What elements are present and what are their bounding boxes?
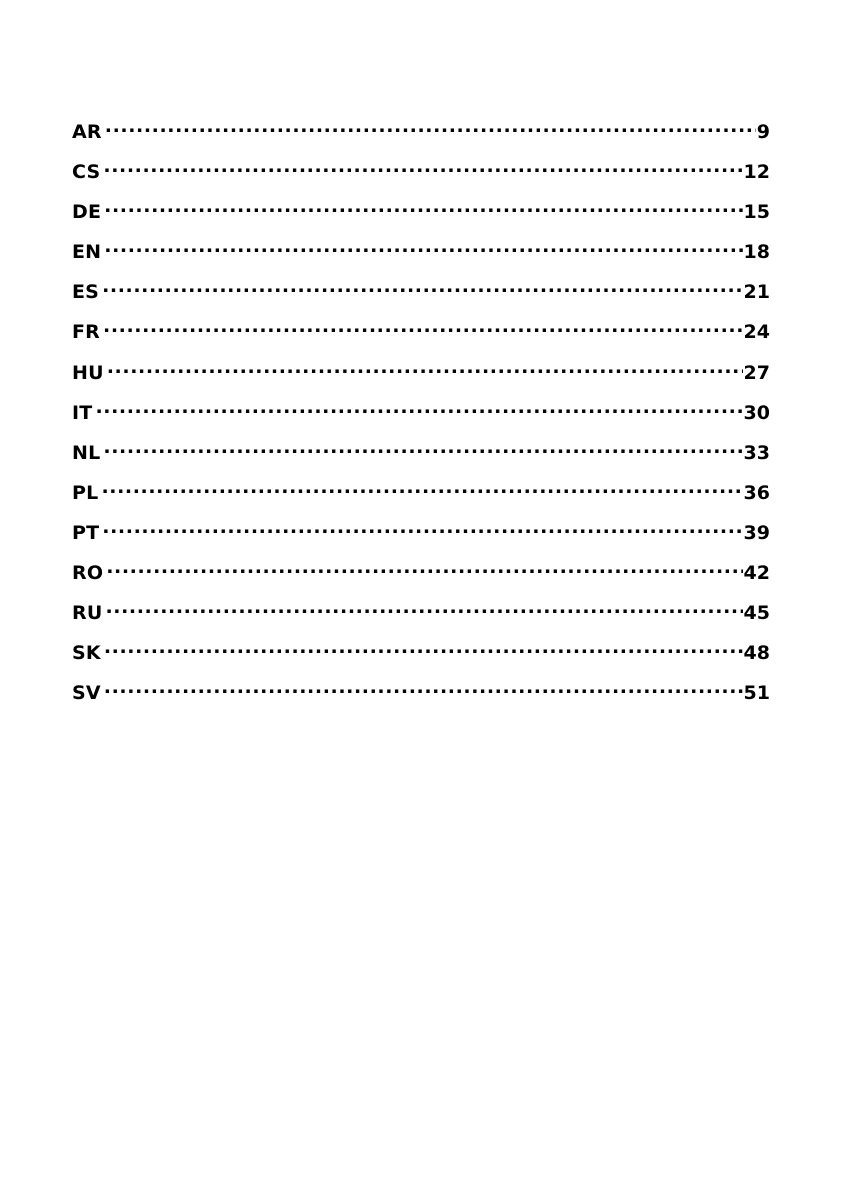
toc-entry-pl[interactable] bbox=[72, 475, 770, 515]
toc-entry-sv[interactable] bbox=[72, 675, 770, 715]
toc-language-code: HU bbox=[72, 361, 104, 384]
toc-dot-leader bbox=[103, 314, 743, 338]
toc-language-code: PL bbox=[72, 481, 99, 504]
toc-page-number: 24 bbox=[743, 321, 770, 344]
toc-dot-leader bbox=[106, 555, 742, 579]
toc-entry-es[interactable] bbox=[72, 274, 770, 314]
toc-page-number: 27 bbox=[743, 361, 770, 384]
toc-page-number: 39 bbox=[743, 521, 770, 544]
toc-language-code: EN bbox=[72, 241, 102, 264]
toc-page-number: 36 bbox=[743, 481, 770, 504]
toc-entry-pt[interactable] bbox=[72, 515, 770, 555]
toc-entry-de[interactable] bbox=[72, 194, 770, 234]
toc-language-code: FR bbox=[72, 321, 101, 344]
toc-language-code: ES bbox=[72, 281, 100, 304]
toc-entry-fr[interactable] bbox=[72, 314, 770, 354]
toc-dot-leader bbox=[103, 154, 742, 178]
toc-entry-hu[interactable] bbox=[72, 355, 770, 395]
toc-dot-leader bbox=[102, 274, 742, 298]
toc-entry-it[interactable] bbox=[72, 395, 770, 435]
toc-dot-leader bbox=[107, 355, 743, 379]
toc-page-number: 45 bbox=[743, 602, 770, 625]
toc-dot-leader bbox=[104, 194, 742, 218]
toc-dot-leader bbox=[95, 395, 742, 419]
toc-page-number: 48 bbox=[743, 642, 770, 665]
toc-entry-sk[interactable] bbox=[72, 635, 770, 675]
toc-page-number: 15 bbox=[743, 201, 770, 224]
toc-dot-leader bbox=[101, 475, 742, 499]
table-of-contents bbox=[72, 114, 770, 715]
toc-dot-leader bbox=[104, 635, 743, 659]
toc-entry-nl[interactable] bbox=[72, 435, 770, 475]
toc-language-code: PT bbox=[72, 521, 100, 544]
toc-dot-leader bbox=[105, 114, 756, 138]
toc-dot-leader bbox=[105, 595, 742, 619]
toc-entry-en[interactable] bbox=[72, 234, 770, 274]
toc-language-code: NL bbox=[72, 441, 101, 464]
toc-entry-ro[interactable] bbox=[72, 555, 770, 595]
toc-language-code: SK bbox=[72, 642, 101, 665]
toc-page-number: 12 bbox=[743, 161, 770, 184]
toc-language-code: IT bbox=[72, 401, 93, 424]
toc-language-code: AR bbox=[72, 121, 102, 143]
toc-page-number: 30 bbox=[743, 401, 770, 424]
toc-page-number: 42 bbox=[743, 562, 770, 585]
toc-entry-ar[interactable] bbox=[72, 114, 770, 154]
toc-page-number: 21 bbox=[743, 281, 770, 304]
toc-entry-ru[interactable] bbox=[72, 595, 770, 635]
toc-language-code: SV bbox=[72, 682, 101, 705]
toc-page-number: 51 bbox=[743, 682, 770, 705]
toc-language-code: RU bbox=[72, 602, 103, 625]
toc-language-code: DE bbox=[72, 201, 102, 224]
toc-entry-cs[interactable] bbox=[72, 154, 770, 194]
toc-language-code: CS bbox=[72, 161, 101, 184]
toc-page-number: 33 bbox=[743, 441, 770, 464]
toc-page-number: 18 bbox=[743, 241, 770, 264]
toc-page-number: 9 bbox=[756, 121, 770, 143]
toc-dot-leader bbox=[103, 435, 742, 459]
toc-dot-leader bbox=[104, 234, 742, 258]
toc-dot-leader bbox=[102, 515, 742, 539]
toc-dot-leader bbox=[104, 675, 743, 699]
toc-language-code: RO bbox=[72, 562, 104, 585]
